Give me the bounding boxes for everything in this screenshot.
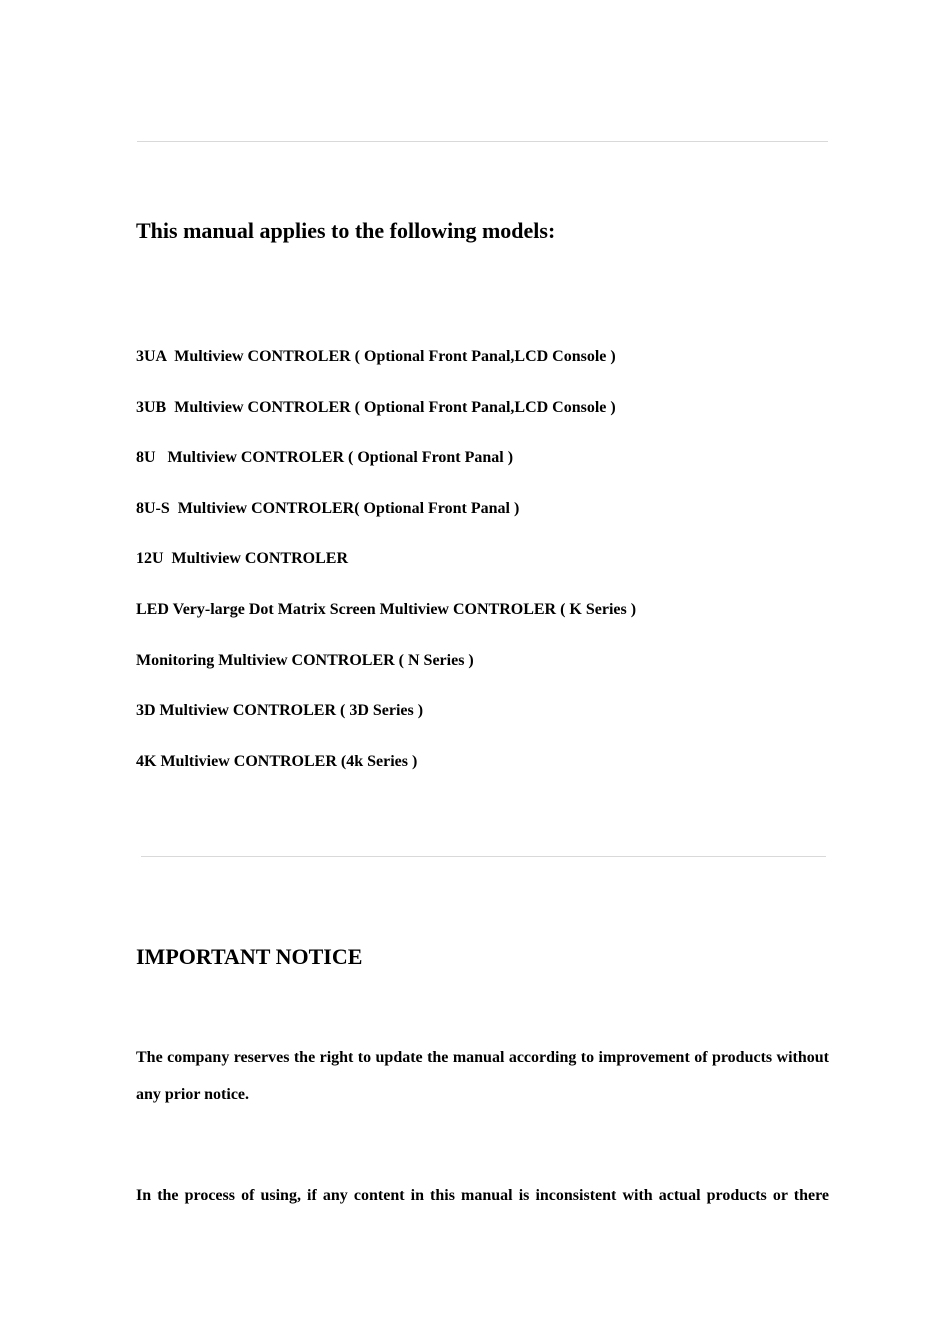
model-list — [136, 346, 636, 801]
models-heading: This manual applies to the following models: — [136, 218, 556, 243]
model-item-3ua: 3UA Multiview CONTROLER ( Optional Front Panal,LCD Console ) — [136, 348, 616, 365]
model-item-12u: 12U Multiview CONTROLER — [136, 550, 348, 568]
top-divider — [137, 141, 828, 142]
section-divider — [141, 856, 826, 857]
model-item-monitoring-n-series: Monitoring Multiview CONTROLER ( N Series ) — [136, 651, 474, 669]
model-item-3ub: 3UB Multiview CONTROLER ( Optional Front Panal,LCD Console ) — [136, 398, 616, 416]
model-item-4k-series: 4K Multiview CONTROLER (4k Series ) — [136, 752, 418, 770]
model-item-8u-s: 8U-S Multiview CONTROLER( Optional Front Panal ) — [136, 499, 520, 517]
model-item-3d-series: 3D Multiview CONTROLER ( 3D Series ) — [136, 702, 424, 720]
notice-heading: IMPORTANT NOTICE — [136, 944, 363, 969]
model-item-led-k-series: LED Very-large Dot Matrix Screen Multiview CONTROLER ( K Series ) — [136, 600, 637, 618]
notice-paragraph-inconsistency: In the process of using, if any content in this manual is inconsistent with actual products or there — [136, 1187, 829, 1204]
model-item-8u: 8U Multiview CONTROLER ( Optional Front Panal ) — [136, 449, 514, 467]
notice-paragraph-update: The company reserves the right to update the manual according to improvement of products without any prior notice. — [136, 1049, 829, 1103]
